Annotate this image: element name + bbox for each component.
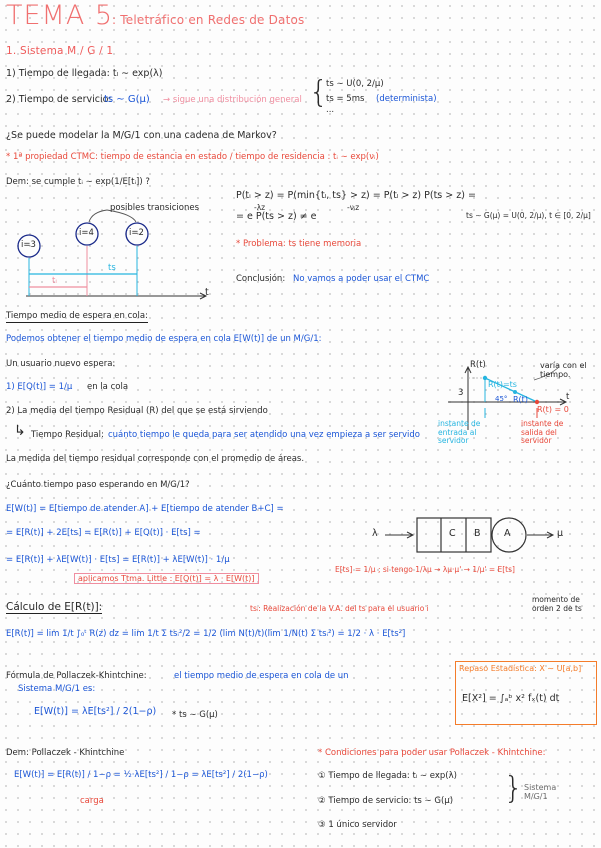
wait-question: ¿Cuánto tiempo paso esperando en M/G/1? bbox=[6, 480, 190, 490]
timeline-ts: ts bbox=[108, 263, 116, 273]
pk-condition-1: ① Tiempo de llegada: tₗ ∼ exp(λ) bbox=[318, 771, 457, 781]
graph-exit-note: instante de salida del servidor bbox=[521, 419, 564, 446]
page-subtitle: : Teletráfico en Redes de Datos bbox=[112, 13, 305, 27]
section-heading-wait: Tiempo medio de espera en cola: bbox=[6, 311, 148, 321]
brace-item-more: ... bbox=[326, 105, 335, 115]
deterministic-label: (determinista) bbox=[376, 94, 437, 104]
graph-y-axis-label: R(t) bbox=[470, 360, 486, 370]
arrow-corner-icon: ↳ bbox=[14, 423, 26, 439]
uniform-side-eq: ts ∼ G(μ) = U(0, 2/μ), t ∈ [0, 2/μ] bbox=[466, 211, 591, 220]
timeline-tl: tₗ bbox=[52, 276, 57, 286]
page-title: TEMA 5 bbox=[6, 0, 114, 31]
prob-eq1: P(tᵢ > z) = P(min{tₗ, ts} > z) = P(tₗ > z) P(ts > z) = bbox=[236, 190, 476, 201]
wait-item1-text: en la cola bbox=[87, 382, 129, 392]
wait-eq2: = E[R(t)] + 2E[ts] = E[R(t)] + E[Q(t)] · E[ts] = bbox=[6, 528, 201, 538]
wait-intro: Podemos obtener el tiempo medio de espera en cola E[W(t)] de un M/G/1: bbox=[6, 334, 322, 344]
section-heading-er: Cálculo de E[R(t)]: bbox=[6, 601, 103, 613]
residual-text: cuánto tiempo le queda para ser atendido una vez empieza a ser servido bbox=[108, 430, 420, 440]
state-2: i=2 bbox=[129, 228, 144, 238]
pk-condition-3: ③ 1 único servidor bbox=[318, 820, 397, 830]
queue-lambda: λ bbox=[372, 528, 378, 539]
graph-rt: R(t) bbox=[513, 395, 528, 404]
dem-pk-formula: E[W(t)] = E[R(t)] / 1−ρ = ½·λE[ts²] / 1−ρ = λE[ts²] / 2(1−ρ) bbox=[14, 770, 268, 780]
rho-note: E[ts] = 1/μ ; si tengo 1/λμ → λμ·μ' → 1/μ' = E[ts] bbox=[335, 565, 515, 574]
graph-vary-note: varía con el tiempo. bbox=[540, 361, 587, 380]
memory-problem: * Problema: ts tiene memoria bbox=[236, 239, 362, 249]
stat-review-title: Repaso Estadística: X ∼ U[a,b] bbox=[459, 664, 582, 673]
little-law-note: aplicamos Ttma. Little : E[Q(t)] = λ · E[W(t)] bbox=[74, 573, 259, 584]
moment-note: momento de orden 2 de ts bbox=[532, 595, 582, 613]
brace-item-uniform: ts ∼ U(0, 2/μ) bbox=[326, 79, 384, 89]
prob-eq2-exp: -λz bbox=[254, 203, 266, 212]
graph-arrival-note: instante de entrada al servidor bbox=[438, 419, 481, 446]
brace-item-constant: ts = 5ms bbox=[326, 94, 365, 104]
queue-mu: μ bbox=[557, 528, 564, 539]
tsi-note: tsᵢ: Realización de la V.A. del ts para el usuario i bbox=[250, 604, 429, 613]
section-heading-mg1: 1. Sistema M / G / 1 bbox=[6, 45, 114, 57]
timeline-t: t bbox=[205, 287, 209, 298]
ctmc-property: * 1ª propiedad CTMC: tiempo de estancia en estado / tiempo de residencia : tᵢ ∼ exp(νᵢ) bbox=[6, 152, 379, 162]
prob-eq2-exp2: -νᵢz bbox=[347, 203, 360, 212]
wait-eq1: E[W(t)] = E[tiempo de atender A] + E[tiempo de atender B+C] = bbox=[6, 504, 284, 514]
pk-heading: Fórmula de Pollaczek-Khintchine: bbox=[6, 671, 147, 681]
residual-label: Tiempo Residual: bbox=[31, 430, 104, 440]
pk-condition-2: ② Tiempo de servicio: ts ∼ G(μ) bbox=[318, 796, 454, 806]
conditions-brace-icon: } bbox=[504, 771, 524, 806]
graph-rt-zero: R(t) = 0 bbox=[537, 405, 569, 414]
conclusion-text: No vamos a poder usar el CTMC bbox=[293, 274, 430, 284]
wait-eq3: = E[R(t)] + λE[W(t)] · E[ts] = E[R(t)] + λE[W(t)] · 1/μ bbox=[6, 555, 230, 565]
pk-condition: * ts ∼ G(μ) bbox=[172, 710, 218, 720]
pk-conditions-title: * Condiciones para poder usar Pollaczek - Khintchine: bbox=[318, 748, 546, 758]
service-time-formula: ts ∼ G(μ) bbox=[104, 94, 150, 105]
transitions-label: posibles transiciones bbox=[110, 203, 199, 213]
markov-question: ¿Se puede modelar la M/G/1 con una cadena de Markov? bbox=[6, 130, 277, 141]
graph-t-label: t bbox=[566, 392, 570, 402]
state-3: i=3 bbox=[21, 240, 36, 250]
graph-angle: 45° bbox=[495, 395, 508, 403]
graph-y-tick: 3 bbox=[458, 388, 464, 398]
conclusion-label: Conclusión: bbox=[236, 274, 286, 284]
wait-item1-formula: 1) E[Q(t)] = 1/μ bbox=[6, 382, 73, 392]
state-4: i=4 bbox=[79, 228, 94, 238]
carga-note: carga bbox=[80, 796, 104, 806]
queue-slot-c: C bbox=[449, 528, 456, 539]
system-label: Sistema M/G/1 bbox=[524, 783, 557, 802]
pk-text2: Sistema M/G/1 es: bbox=[18, 684, 96, 694]
dem-line: Dem: se cumple tᵢ ∼ exp(1/E[tᵢ]) ? bbox=[6, 177, 150, 187]
avg-area-line: La medida del tiempo residual corresponde con el promedio de áreas. bbox=[6, 454, 305, 464]
er-formula: E[R(t)] = lim 1/t ∫₀ᵗ R(z) dz = lim 1/t Σ tsᵢ²/2 = 1/2 (lim N(t)/t)(lim 1/N(t) Σ tsᵢ²) = 1/2 · λ · E[ts²] bbox=[6, 629, 406, 639]
service-time-label: 2) Tiempo de servicio: bbox=[6, 94, 112, 105]
wait-item2: 2) La media del tiempo Residual (R) del que se está sirviendo bbox=[6, 406, 268, 416]
graph-rt-ts: R(t)=ts bbox=[488, 380, 517, 389]
brace-icon: { bbox=[309, 75, 329, 110]
queue-server-a: A bbox=[504, 528, 511, 539]
service-time-note: → sigue una distribución general bbox=[163, 95, 302, 105]
new-user-wait: Un usuario nuevo espera: bbox=[6, 359, 116, 369]
stat-review-formula: E[X²] = ∫ₐᵇ x² fₓ(t) dt bbox=[462, 693, 560, 704]
pk-text: el tiempo medio de espera en cola de un bbox=[174, 671, 349, 681]
arrival-time: 1) Tiempo de llegada: tₗ ∼ exp(λ) bbox=[6, 68, 163, 79]
dem-pk-heading: Dem: Pollaczek - Khintchine bbox=[6, 748, 125, 758]
queue-slot-b: B bbox=[474, 528, 481, 539]
pk-formula: E[W(t)] = λE[ts²] / 2(1−ρ) bbox=[34, 706, 157, 717]
prob-eq2: = e P(ts > z) ≠ e bbox=[236, 211, 317, 222]
